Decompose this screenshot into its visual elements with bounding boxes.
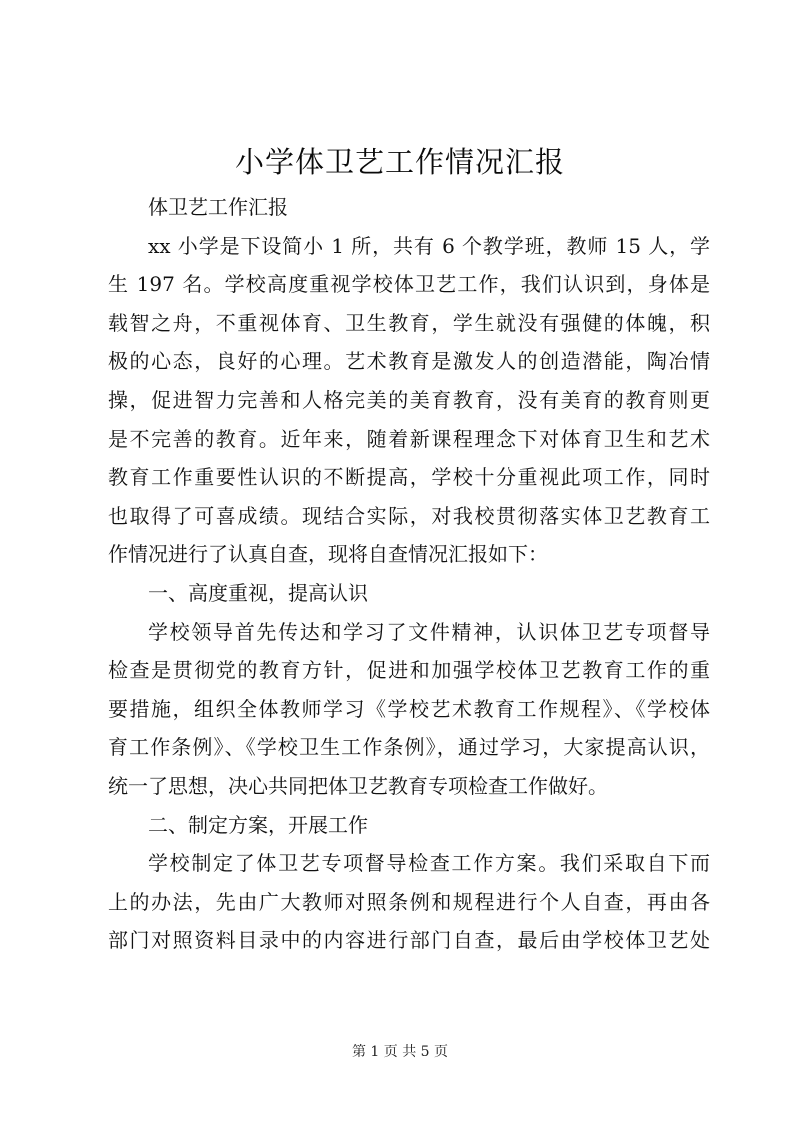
body-line: 检查是贯彻党的教育方针，促进和加强学校体卫艺教育工作的重	[108, 658, 710, 683]
body-line: 是不完善的教育。近年来，随着新课程理念下对体育卫生和艺术	[108, 426, 710, 451]
body-line: 极的心态，良好的心理。艺术教育是激发人的创造潜能，陶冶情	[108, 349, 710, 374]
section-heading: 一、高度重视，提高认识	[148, 580, 368, 605]
body-line: 体卫艺工作汇报	[148, 195, 288, 219]
body-line: 也取得了可喜成绩。现结合实际，对我校贯彻落实体卫艺教育工	[108, 503, 710, 528]
page-footer: 第 1 页 共 5 页	[351, 1044, 449, 1060]
body-line: 育工作条例》、《学校卫生工作条例》，通过学习，大家提高认识，	[108, 735, 710, 760]
body-line: 上的办法，先由广大教师对照条例和规程进行个人自查，再由各	[108, 889, 710, 914]
body-line: 教育工作重要性认识的不断提高，学校十分重视此项工作，同时	[108, 465, 710, 490]
body-line: 要措施，组织全体教师学习《学校艺术教育工作规程》、《学校体	[108, 696, 710, 721]
body-line: 学校领导首先传达和学习了文件精神，认识体卫艺专项督导	[148, 619, 710, 644]
body-line: 生 197 名。学校高度重视学校体卫艺工作，我们认识到，身体是	[108, 272, 710, 297]
body-line: 载智之舟，不重视体育、卫生教育，学生就没有强健的体魄，积	[108, 310, 710, 335]
document-title: 小学体卫艺工作情况汇报	[234, 145, 565, 179]
body-line: 学校制定了体卫艺专项督导检查工作方案。我们采取自下而	[148, 851, 710, 876]
section-heading: 二、制定方案，开展工作	[148, 812, 368, 837]
body-line: 操，促进智力完善和人格完美的美育教育，没有美育的教育则更	[108, 387, 710, 412]
document-body	[108, 188, 710, 960]
body-line: 部门对照资料目录中的内容进行部门自查，最后由学校体卫艺处	[108, 928, 710, 953]
body-line: 作情况进行了认真自查，现将自查情况汇报如下：	[108, 542, 548, 567]
body-line: xx 小学是下设简小 1 所，共有 6 个教学班，教师 15 人，学	[148, 233, 710, 258]
body-line: 统一了思想，决心共同把体卫艺教育专项检查工作做好。	[108, 773, 608, 798]
